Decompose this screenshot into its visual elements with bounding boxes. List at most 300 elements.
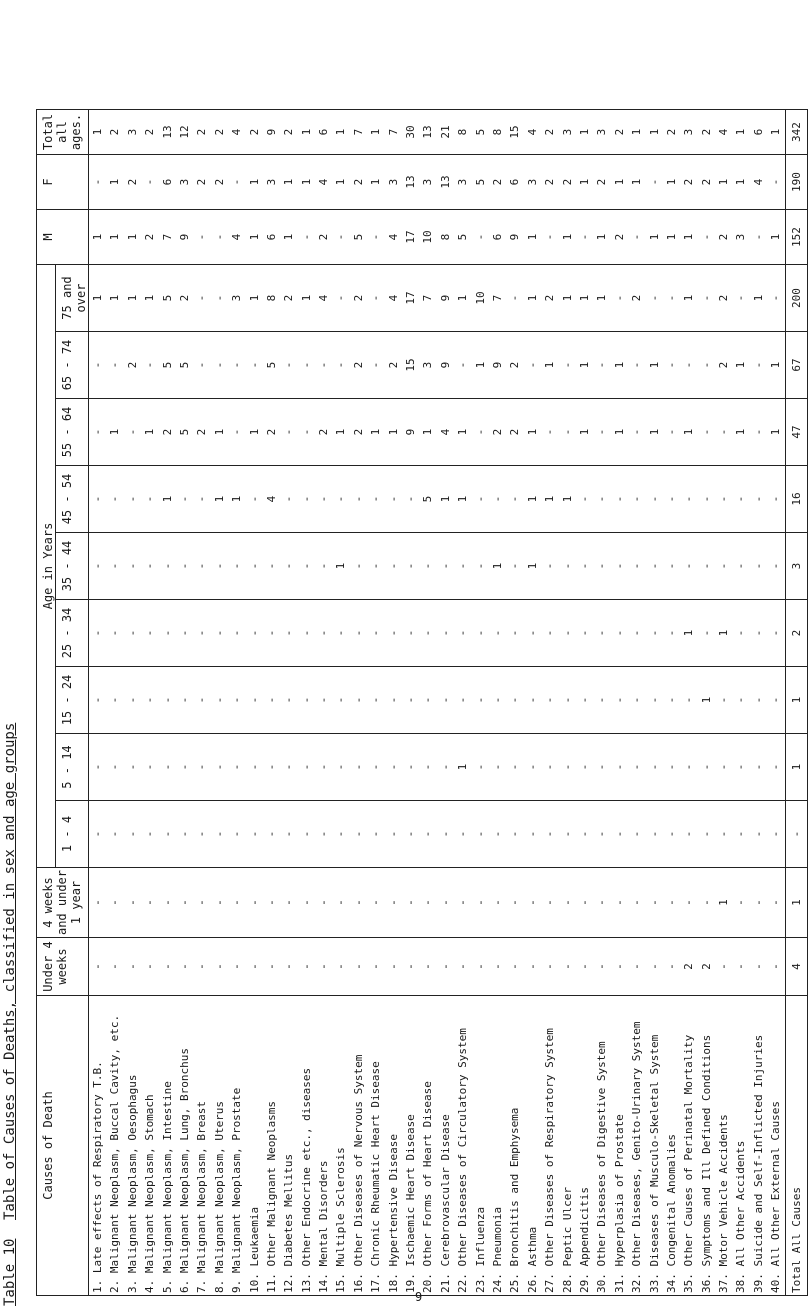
table-cell: - xyxy=(717,830,731,838)
table-cell: - xyxy=(734,899,748,906)
table-cell: - xyxy=(369,696,383,704)
table-cell: - xyxy=(108,763,122,771)
table-cell: 9 xyxy=(177,233,191,241)
cause-row-label: 23. Influenza xyxy=(473,1206,487,1293)
table-cell: - xyxy=(560,899,574,906)
table-cell: 1 xyxy=(438,495,452,503)
table-cell: - xyxy=(369,830,383,838)
table-cell: - xyxy=(125,629,139,637)
table-cell: 2 xyxy=(317,233,331,241)
table-cell: 1 xyxy=(734,428,748,436)
table-cell: - xyxy=(473,763,487,771)
table-cell: - xyxy=(369,233,383,241)
table-cell: - xyxy=(351,696,365,704)
table-cell: 1 xyxy=(543,495,557,503)
table-cell: - xyxy=(334,963,348,970)
table-cell: 1 xyxy=(421,428,435,436)
header-m: M xyxy=(37,210,89,265)
table-cell: 17 xyxy=(404,230,418,244)
table-cell: - xyxy=(386,763,400,771)
table-cell: - xyxy=(404,495,418,503)
table-cell: - xyxy=(404,763,418,771)
table-cell: 1 xyxy=(230,495,244,503)
table-cell: - xyxy=(612,963,626,970)
table-cell: 1 xyxy=(717,629,731,637)
table-cell: - xyxy=(143,629,157,637)
table-cell: 1 xyxy=(769,361,783,369)
table-cell: - xyxy=(473,233,487,241)
table-cell: - xyxy=(647,562,661,570)
cause-row-label: 30. Other Diseases of Digestive System xyxy=(595,1041,609,1293)
table-cell: - xyxy=(125,428,139,436)
table-cell: - xyxy=(699,830,713,838)
table-cell: - xyxy=(125,696,139,704)
table-cell: - xyxy=(421,963,435,970)
table-cell: - xyxy=(612,899,626,906)
table-cell: - xyxy=(456,629,470,637)
table-cell: - xyxy=(264,763,278,771)
table-cell: 3 xyxy=(421,361,435,369)
table-cell: - xyxy=(630,629,644,637)
table-cell: - xyxy=(125,899,139,906)
table-cell: - xyxy=(751,763,765,771)
table-cell: - xyxy=(525,696,539,704)
column-age-65-74 xyxy=(89,332,786,399)
table-cell: - xyxy=(456,562,470,570)
table-cell: - xyxy=(125,562,139,570)
total-f: 190 xyxy=(785,155,807,210)
table-cell: - xyxy=(717,495,731,503)
table-cell: - xyxy=(177,696,191,704)
table-cell: 1 xyxy=(577,178,591,186)
table-cell: - xyxy=(630,495,644,503)
cause-row-label: 9. Malignant Neoplasm, Prostate xyxy=(230,1087,244,1293)
table-cell: 4 xyxy=(386,294,400,302)
table-cell: 1 xyxy=(769,128,783,136)
table-cell: - xyxy=(577,629,591,637)
table-cell: - xyxy=(230,178,244,186)
table-cell: 2 xyxy=(143,233,157,241)
table-cell: - xyxy=(421,629,435,637)
cause-row-label: 27. Other Diseases of Respiratory System xyxy=(543,1028,557,1293)
table-cell: 1 xyxy=(751,294,765,302)
table-cell: 1 xyxy=(334,178,348,186)
table-cell: - xyxy=(717,562,731,570)
table-cell: - xyxy=(734,963,748,970)
table-cell: - xyxy=(751,233,765,241)
table-cell: 1 xyxy=(212,495,226,503)
table-cell: - xyxy=(612,495,626,503)
table-cell: - xyxy=(508,629,522,637)
total-age-35-44: 3 xyxy=(785,533,807,600)
total-all-ages: 342 xyxy=(785,110,807,155)
table-cell: - xyxy=(369,294,383,302)
table-cell: - xyxy=(230,763,244,771)
header-age-65-74: 65 - 74 xyxy=(56,332,89,399)
table-cell: - xyxy=(195,294,209,302)
table-cell: 1 xyxy=(612,428,626,436)
table-cell: - xyxy=(212,696,226,704)
table-cell: 1 xyxy=(525,428,539,436)
table-cell: - xyxy=(769,899,783,906)
header-age-45-54: 45 - 54 xyxy=(56,466,89,533)
table-cell: 5 xyxy=(160,294,174,302)
table-cell: - xyxy=(160,629,174,637)
table-cell: - xyxy=(630,233,644,241)
table-cell: 9 xyxy=(404,428,418,436)
table-cell: 1 xyxy=(682,294,696,302)
table-cell: 2 xyxy=(351,294,365,302)
table-cell: - xyxy=(334,495,348,503)
table-cell: - xyxy=(438,963,452,970)
total-under-4-weeks: 4 xyxy=(785,938,807,996)
table-cell: - xyxy=(247,361,261,369)
cause-row-label: 36. Symptoms and Ill Defined Conditions xyxy=(699,1034,713,1293)
table-cell: 4 xyxy=(230,233,244,241)
table-cell: - xyxy=(612,562,626,570)
table-cell: - xyxy=(734,629,748,637)
table-cell: - xyxy=(490,629,504,637)
table-cell: - xyxy=(647,830,661,838)
table-cell: - xyxy=(91,963,104,970)
table-cell: - xyxy=(230,830,244,838)
table-cell: - xyxy=(334,830,348,838)
table-cell: 2 xyxy=(717,361,731,369)
table-cell: - xyxy=(543,899,557,906)
table-cell: - xyxy=(334,294,348,302)
total-m: 152 xyxy=(785,210,807,265)
table-cell: 4 xyxy=(317,294,331,302)
table-cell: - xyxy=(177,963,191,970)
table-cell: - xyxy=(282,963,296,970)
table-cell: 2 xyxy=(508,428,522,436)
table-cell: - xyxy=(91,178,104,186)
table-cell: - xyxy=(369,899,383,906)
cause-row-label: 29. Appendicitis xyxy=(577,1187,591,1293)
table-cell: - xyxy=(351,763,365,771)
table-cell: - xyxy=(386,696,400,704)
table-cell: 1 xyxy=(525,562,539,570)
table-cell: - xyxy=(299,562,313,570)
table-cell: 5 xyxy=(473,128,487,136)
table-cell: - xyxy=(369,562,383,570)
table-cell: 5 xyxy=(456,233,470,241)
table-cell: 2 xyxy=(543,178,557,186)
table-cell: 2 xyxy=(386,361,400,369)
cause-row-label: 28. Peptic Ulcer xyxy=(560,1187,574,1293)
table-cell: 10 xyxy=(473,291,487,305)
table-cell: 5 xyxy=(264,361,278,369)
table-cell: - xyxy=(282,696,296,704)
table-cell: - xyxy=(108,696,122,704)
table-cell: - xyxy=(386,899,400,906)
table-cell: - xyxy=(560,763,574,771)
table-label: Table 10 xyxy=(2,1238,18,1306)
column-age-45-54 xyxy=(89,466,786,533)
table-cell: 2 xyxy=(282,294,296,302)
table-cell: - xyxy=(91,830,104,838)
table-cell: - xyxy=(664,495,678,503)
table-cell: 1 xyxy=(334,428,348,436)
table-cell: - xyxy=(143,495,157,503)
table-cell: - xyxy=(473,696,487,704)
table-cell: 1 xyxy=(630,128,644,136)
table-cell: - xyxy=(282,361,296,369)
table-cell: - xyxy=(647,763,661,771)
table-cell: - xyxy=(369,763,383,771)
column-age-25-34 xyxy=(89,600,786,667)
table-cell: - xyxy=(699,233,713,241)
table-cell: 1 xyxy=(369,128,383,136)
table-cell: - xyxy=(525,361,539,369)
header-age-75-over: 75 and over xyxy=(56,265,89,332)
table-cell: - xyxy=(490,763,504,771)
table-cell: 15 xyxy=(404,358,418,372)
table-cell: 6 xyxy=(160,178,174,186)
table-cell: - xyxy=(317,562,331,570)
table-cell: 3 xyxy=(386,178,400,186)
table-cell: - xyxy=(630,696,644,704)
table-cell: 9 xyxy=(508,233,522,241)
header-causes: Causes of Death xyxy=(37,996,89,1296)
table-cell: - xyxy=(404,562,418,570)
table-cell: - xyxy=(351,495,365,503)
cause-row-label: 6. Malignant Neoplasm, Lung, Bronchus xyxy=(177,1047,191,1293)
cause-row-label: 24. Pneumonia xyxy=(490,1206,504,1293)
table-cell: - xyxy=(195,233,209,241)
cause-row-label: 21. Cerebrovascular Disease xyxy=(438,1114,452,1293)
table-cell: - xyxy=(456,361,470,369)
table-cell: 6 xyxy=(264,233,278,241)
table-cell: 1 xyxy=(247,233,261,241)
table-cell: 13 xyxy=(404,175,418,189)
table-cell: - xyxy=(595,963,609,970)
table-cell: - xyxy=(751,428,765,436)
column-4-weeks-under-1-year xyxy=(89,868,786,938)
header-age-1-4: 1 - 4 xyxy=(56,801,89,868)
table-cell: - xyxy=(317,763,331,771)
table-cell: - xyxy=(560,629,574,637)
table-cell: - xyxy=(630,361,644,369)
table-cell: 4 xyxy=(438,428,452,436)
table-cell: 1 xyxy=(386,428,400,436)
table-cell: - xyxy=(682,696,696,704)
table-cell: - xyxy=(334,696,348,704)
table-cell: 1 xyxy=(212,428,226,436)
table-cell: 1 xyxy=(630,178,644,186)
table-cell: - xyxy=(769,562,783,570)
table-cell: 13 xyxy=(160,125,174,139)
table-cell: - xyxy=(769,178,783,186)
cause-row-label: 35. Other Causes of Perinatal Mortality xyxy=(682,1034,696,1293)
table-cell: - xyxy=(212,294,226,302)
column-under-4-weeks xyxy=(89,938,786,996)
table-cell: - xyxy=(91,562,104,570)
table-cell: 6 xyxy=(317,128,331,136)
table-cell: - xyxy=(282,830,296,838)
table-cell: - xyxy=(734,495,748,503)
table-cell: - xyxy=(595,629,609,637)
total-age-55-64: 47 xyxy=(785,399,807,466)
table-cell: 1 xyxy=(334,562,348,570)
table-cell: - xyxy=(125,830,139,838)
table-cell: - xyxy=(751,562,765,570)
cause-row-label: 32. Other Diseases, Genito-Urinary System xyxy=(630,1021,644,1293)
table-cell: - xyxy=(508,696,522,704)
table-cell: - xyxy=(369,361,383,369)
table-cell: 1 xyxy=(612,361,626,369)
table-cell: - xyxy=(612,294,626,302)
column-age-75-over xyxy=(89,265,786,332)
column-total xyxy=(89,110,786,155)
table-cell: - xyxy=(490,696,504,704)
table-cell: 9 xyxy=(438,294,452,302)
table-cell: 1 xyxy=(664,233,678,241)
table-cell: - xyxy=(177,763,191,771)
table-cell: - xyxy=(508,963,522,970)
table-cell: - xyxy=(664,361,678,369)
table-cell: - xyxy=(421,763,435,771)
table-cell: - xyxy=(751,963,765,970)
total-4-weeks-under-1-year: 1 xyxy=(785,868,807,938)
column-age-55-64 xyxy=(89,399,786,466)
table-cell: - xyxy=(160,696,174,704)
table-cell: - xyxy=(195,763,209,771)
table-cell: 1 xyxy=(369,178,383,186)
table-cell: 1 xyxy=(473,361,487,369)
table-cell: 1 xyxy=(664,178,678,186)
table-cell: - xyxy=(299,233,313,241)
table-cell: - xyxy=(212,963,226,970)
table-cell: - xyxy=(195,963,209,970)
table-cell: - xyxy=(264,696,278,704)
table-cell: - xyxy=(247,629,261,637)
table-cell: 1 xyxy=(525,233,539,241)
table-cell: - xyxy=(230,428,244,436)
table-cell: 2 xyxy=(212,128,226,136)
table-cell: 2 xyxy=(264,428,278,436)
table-cell: - xyxy=(212,361,226,369)
table-cell: - xyxy=(212,899,226,906)
table-cell: - xyxy=(734,294,748,302)
table-cell: - xyxy=(473,963,487,970)
table-cell: 3 xyxy=(264,178,278,186)
table-cell: - xyxy=(525,963,539,970)
table-cell: - xyxy=(508,495,522,503)
table-cell: 1 xyxy=(108,233,122,241)
table-cell: - xyxy=(386,963,400,970)
table-cell: - xyxy=(560,830,574,838)
total-age-45-54: 16 xyxy=(785,466,807,533)
table-cell: - xyxy=(195,361,209,369)
table-cell: - xyxy=(577,562,591,570)
table-cell: 1 xyxy=(108,428,122,436)
table-cell: - xyxy=(525,629,539,637)
table-cell: 1 xyxy=(577,428,591,436)
table-cell: - xyxy=(438,763,452,771)
table-cell: - xyxy=(143,963,157,970)
table-cell: 8 xyxy=(490,128,504,136)
table-cell: 2 xyxy=(543,128,557,136)
table-cell: - xyxy=(438,629,452,637)
table-cell: - xyxy=(317,629,331,637)
table-cell: - xyxy=(734,763,748,771)
table-cell: - xyxy=(299,830,313,838)
table-cell: - xyxy=(473,428,487,436)
cause-row-label: 4. Malignant Neoplasm, Stomach xyxy=(143,1094,157,1293)
table-cell: 1 xyxy=(456,763,470,771)
table-cell: - xyxy=(404,963,418,970)
table-cell: 2 xyxy=(699,178,713,186)
table-cell: - xyxy=(299,361,313,369)
table-cell: - xyxy=(438,830,452,838)
table-cell: 2 xyxy=(699,128,713,136)
table-cell: - xyxy=(664,963,678,970)
table-cell: - xyxy=(577,763,591,771)
cause-row-label: 15. Multiple Sclerosis xyxy=(334,1147,348,1293)
table-cell: - xyxy=(282,562,296,570)
table-cell: - xyxy=(508,763,522,771)
table-cell: 2 xyxy=(682,178,696,186)
table-cell: 12 xyxy=(177,125,191,139)
table-cell: 3 xyxy=(421,178,435,186)
table-cell: - xyxy=(421,562,435,570)
table-cell: - xyxy=(630,830,644,838)
table-cell: 2 xyxy=(125,361,139,369)
table-cell: 1 xyxy=(282,178,296,186)
table-cell: 1 xyxy=(717,899,731,906)
column-f xyxy=(89,155,786,210)
table-cell: 7 xyxy=(490,294,504,302)
cause-row-label: 1. Late effects of Respiratory T.B. xyxy=(91,1061,104,1293)
table-cell: - xyxy=(543,830,557,838)
table-cell: - xyxy=(595,361,609,369)
total-age-75-over: 200 xyxy=(785,265,807,332)
table-cell: - xyxy=(264,963,278,970)
table-cell: - xyxy=(473,562,487,570)
table-cell: - xyxy=(508,294,522,302)
table-cell: - xyxy=(543,963,557,970)
table-cell: - xyxy=(351,629,365,637)
table-cell: 1 xyxy=(247,178,261,186)
table-cell: 4 xyxy=(317,178,331,186)
table-cell: - xyxy=(664,696,678,704)
table-cell: 1 xyxy=(299,294,313,302)
table-cell: - xyxy=(91,763,104,771)
table-cell: 1 xyxy=(647,128,661,136)
table-cell: - xyxy=(682,763,696,771)
table-cell: - xyxy=(334,361,348,369)
table-cell: - xyxy=(369,495,383,503)
table-cell: - xyxy=(247,495,261,503)
table-cell: - xyxy=(577,963,591,970)
table-cell: 1 xyxy=(682,629,696,637)
table-cell: - xyxy=(195,562,209,570)
total-age-25-34: 2 xyxy=(785,600,807,667)
table-cell: - xyxy=(177,830,191,838)
table-cell: 1 xyxy=(91,128,104,136)
table-cell: - xyxy=(682,899,696,906)
table-cell: - xyxy=(699,899,713,906)
table-cell: - xyxy=(91,495,104,503)
table-cell: - xyxy=(560,428,574,436)
table-cell: - xyxy=(438,562,452,570)
table-cell: 1 xyxy=(91,233,104,241)
table-cell: - xyxy=(212,562,226,570)
table-cell: 3 xyxy=(456,178,470,186)
table-cell: - xyxy=(734,562,748,570)
table-cell: - xyxy=(404,696,418,704)
